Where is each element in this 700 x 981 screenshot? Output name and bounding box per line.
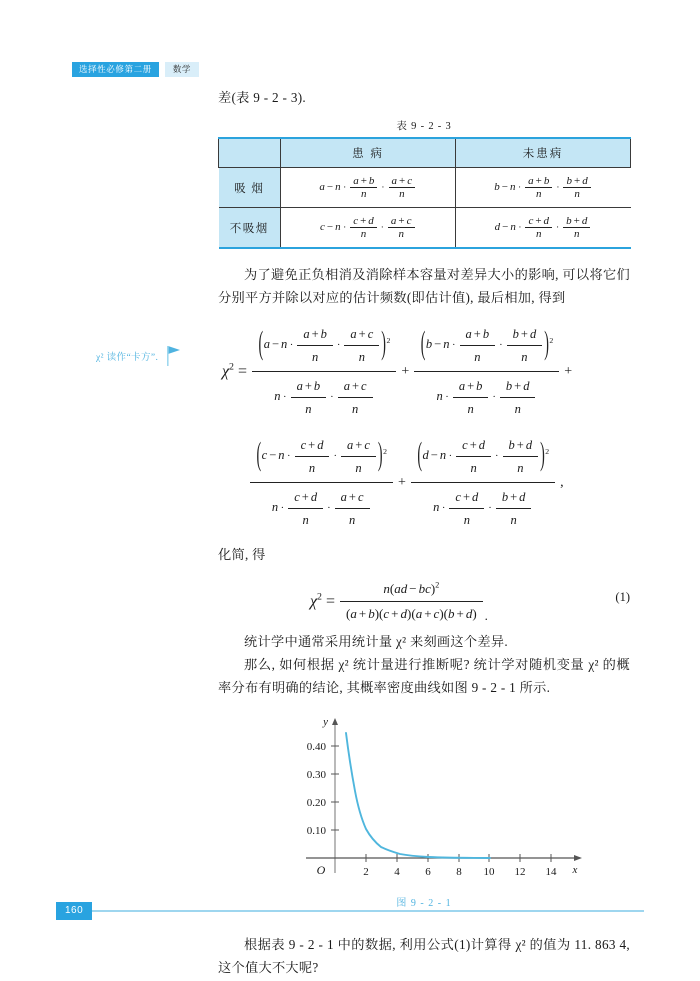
cell-smoking-diseased: a − n · $\frac{a + b}{n}$ · $\frac{a + c}{n}$	[281, 168, 456, 208]
intro-line: 差(表 9 - 2 - 3).	[218, 90, 307, 105]
table-row	[219, 168, 631, 208]
table-header-not-diseased: 未患病	[456, 138, 631, 168]
row-label-nonsmoking: 不吸烟	[219, 208, 281, 249]
y-axis-arrow	[332, 718, 338, 725]
equation-term-3: (c − n · $\frac{c + d}{n}$ · $\frac{a + c}{n}$ )$^2$ n · $\frac{c + d}{n}$ · $\frac{a + c}{n}$	[250, 432, 393, 533]
equation-plus-3: +	[397, 474, 406, 490]
x-tick-label: 12	[514, 866, 526, 878]
header-book-label: 选择性必修第二册	[72, 62, 159, 77]
footer-divider	[92, 910, 644, 911]
equation-row-second	[248, 432, 630, 533]
chi-square-density-chart	[218, 713, 630, 888]
cell-nonsmoking-not-diseased: d − n · $\frac{c + d}{n}$ · $\frac{b + d}{n}$	[456, 208, 631, 249]
equation-trailing-comma: ,	[560, 474, 564, 490]
equation-row-first	[222, 321, 630, 422]
simplified-fraction: $\frac{n(ad - bc)^2}{(a + b)(c + d)(a + c)(b + d)}$	[340, 578, 483, 626]
chi-square-contribution-table	[218, 137, 631, 249]
equation-term-2: (b − n · $\frac{a + b}{n}$ · $\frac{b + d}{n}$ )$^2$ n · $\frac{a + b}{n}$ · $\frac{b + d}{n}$	[414, 321, 559, 422]
x-tick-label: 14	[545, 866, 557, 878]
x-axis-arrow	[574, 855, 582, 861]
margin-note	[96, 345, 182, 367]
cell-smoking-not-diseased: b − n · $\frac{a + b}{n}$ · $\frac{b + d}{n}$	[456, 168, 631, 208]
y-tick-group	[307, 741, 339, 837]
simplified-equation-wrapper	[218, 578, 630, 623]
y-tick-label: 0.30	[306, 769, 326, 781]
chart-svg	[218, 713, 630, 888]
simplified-period: .	[484, 607, 488, 623]
x-tick-label: 4	[394, 866, 400, 878]
table-row	[219, 208, 631, 249]
x-tick-label: 10	[483, 866, 495, 878]
content-column	[218, 88, 630, 979]
equation-number: (1)	[615, 590, 630, 604]
paragraph-statistic: 统计学中通常采用统计量 χ² 来刻画这个差异.	[244, 634, 508, 649]
page-footer	[56, 902, 644, 920]
x-tick-label: 8	[456, 866, 462, 878]
paragraph-inference: 那么, 如何根据 χ² 统计量进行推断呢? 统计学对随机变量 χ² 的概率分布有明确的结论, 其概率密度曲线如图 9 - 2 - 1 所示.	[218, 657, 630, 695]
y-tick-label: 0.20	[306, 797, 326, 809]
equation-plus-2: +	[564, 363, 573, 379]
flag-icon	[164, 345, 182, 367]
equation-lhs: $\chi^2$ =	[222, 361, 248, 380]
x-tick-label: 2	[363, 866, 369, 878]
y-tick-label: 0.10	[306, 825, 326, 837]
density-curve	[346, 733, 490, 858]
origin-label: O	[316, 863, 326, 877]
row-label-smoking: 吸 烟	[219, 168, 281, 208]
simplified-equation	[310, 578, 488, 626]
figure-caption: 图 9 - 2 - 1	[396, 898, 452, 909]
simplify-lead: 化简, 得	[218, 547, 266, 562]
paragraph-motivation: 为了避免正负相消及消除样本容量对差异大小的影响, 可以将它们分别平方并除以对应的估计频数(即估计值), 最后相加, 得到	[218, 267, 630, 305]
cell-nonsmoking-diseased: c − n · $\frac{c + d}{n}$ · $\frac{a + c}{n}$	[281, 208, 456, 249]
y-tick-label: 0.40	[306, 741, 326, 753]
table-caption: 表 9 - 2 - 3	[396, 121, 452, 132]
chi-square-expanded-equation	[218, 321, 630, 533]
simplified-lhs: $\chi^2$ =	[310, 591, 336, 610]
equation-term-1: (a − n · $\frac{a + b}{n}$ · $\frac{a + c}{n}$ )$^2$ n · $\frac{a + b}{n}$ · $\frac{a + c}{n}$	[252, 321, 396, 422]
x-axis-label: x	[572, 864, 578, 876]
table-corner-cell	[219, 138, 281, 168]
margin-note-text: χ² 读作“卡方”.	[96, 353, 159, 363]
table-header-row	[219, 138, 631, 168]
paragraph-computed-value: 根据表 9 - 2 - 1 中的数据, 利用公式(1)计算得 χ² 的值为 11. 863 4, 这个值大不大呢?	[218, 937, 630, 975]
equation-term-4: (d − n · $\frac{c + d}{n}$ · $\frac{b + d}{n}$ )$^2$ n · $\frac{c + d}{n}$ · $\frac{b + d}{n}$	[411, 432, 555, 533]
table-header-diseased: 患 病	[281, 138, 456, 168]
equation-plus-1: +	[401, 363, 410, 379]
x-tick-label: 6	[425, 866, 431, 878]
page-header	[72, 62, 199, 77]
header-subject-label: 数学	[165, 62, 199, 77]
page-number: 160	[56, 902, 92, 920]
y-axis-label: y	[323, 716, 328, 728]
